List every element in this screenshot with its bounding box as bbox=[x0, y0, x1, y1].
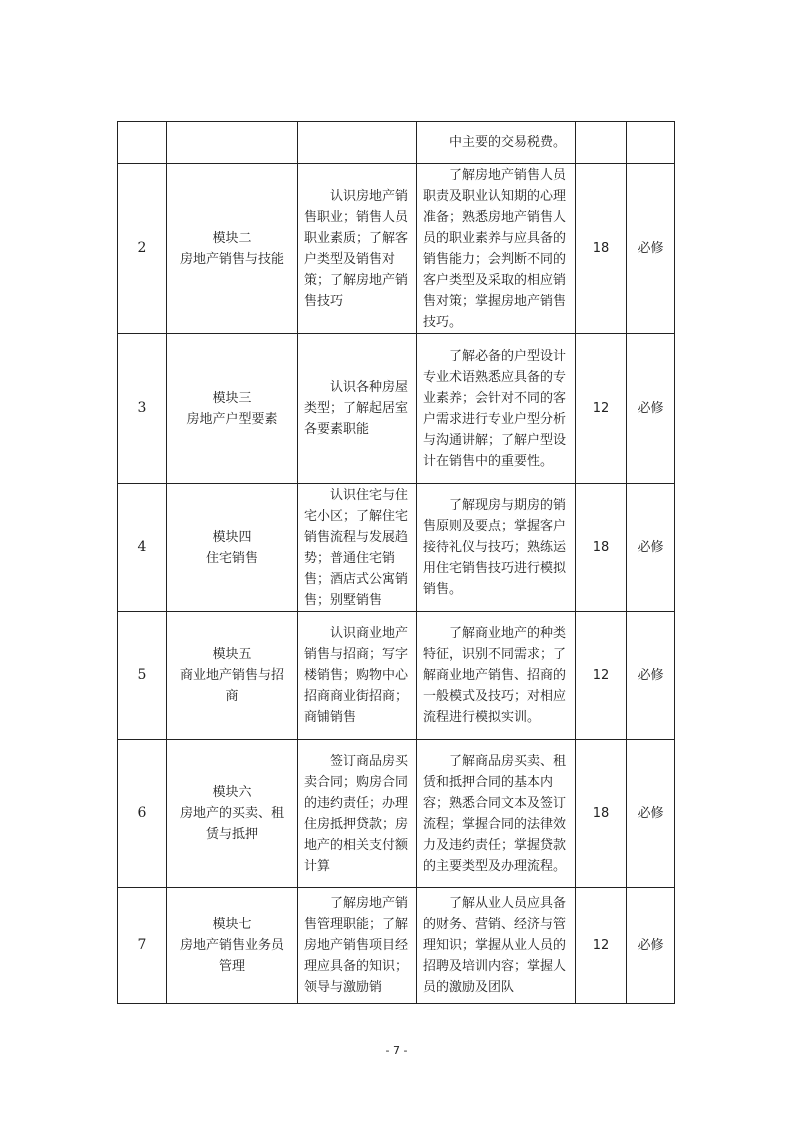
course-type: 必修 bbox=[627, 612, 675, 740]
course-type: 必修 bbox=[627, 484, 675, 612]
module-name bbox=[167, 612, 298, 740]
module-name-line: 模块五 bbox=[212, 647, 252, 662]
class-hours bbox=[576, 122, 627, 164]
module-name bbox=[167, 334, 298, 484]
class-hours: 18 bbox=[576, 484, 627, 612]
main-content bbox=[298, 888, 417, 1004]
table-row bbox=[118, 888, 675, 1004]
module-name-line: 模块七 bbox=[212, 917, 252, 932]
page-number: - 7 - bbox=[385, 1044, 408, 1057]
main-content-text: 了解房地产销售管理职能；了解房地产销售项目经理应具备的知识；领导与激励销 bbox=[304, 896, 409, 995]
teaching-goal bbox=[417, 164, 576, 334]
main-content-text: 认识住宅与住宅小区；了解住宅销售流程与发展趋势；普通住宅销售；酒店式公寓销售；别墅销售 bbox=[304, 487, 409, 608]
row-number: 4 bbox=[118, 484, 167, 612]
module-name-line: 模块六 bbox=[212, 785, 252, 800]
main-content bbox=[298, 612, 417, 740]
main-content bbox=[298, 334, 417, 484]
module-name bbox=[167, 740, 298, 888]
teaching-goal-text: 中主要的交易税费。 bbox=[449, 135, 567, 150]
teaching-goal-text: 了解现房与期房的销售原则及要点；掌握客户接待礼仪与技巧；熟练运用住宅销售技巧进行模拟销售。 bbox=[423, 498, 567, 597]
teaching-goal bbox=[417, 334, 576, 484]
teaching-goal-text: 了解从业人员应具备的财务、营销、经济与管理知识；掌握从业人员的招聘及培训内容；掌握人员的激励及团队 bbox=[423, 896, 567, 995]
teaching-goal bbox=[417, 740, 576, 888]
teaching-goal bbox=[417, 612, 576, 740]
teaching-goal-text: 了解商业地产的种类特征，识别不同需求；了解商业地产销售、招商的一般模式及技巧；对相应流程进行模拟实训。 bbox=[423, 626, 567, 725]
teaching-goal-text: 了解房地产销售人员职责及职业认知期的心理准备；熟悉房地产销售人员的职业素养与应具备的销售能力；会判断不同的客户类型及采取的相应销售对策；掌握房地产销售技巧。 bbox=[423, 167, 567, 330]
teaching-goal bbox=[417, 888, 576, 1004]
module-name-line: 模块二 bbox=[212, 230, 252, 246]
module-name-line: 房地产的买卖、租 bbox=[179, 806, 284, 821]
module-name bbox=[167, 164, 298, 334]
class-hours: 18 bbox=[576, 164, 627, 334]
teaching-goal bbox=[417, 122, 576, 164]
module-name-line: 住宅销售 bbox=[205, 550, 258, 566]
module-name-line: 商业地产销售与招 bbox=[179, 668, 284, 683]
teaching-goal bbox=[417, 484, 576, 612]
module-name-line: 赁与抵押 bbox=[205, 827, 258, 842]
course-type: 必修 bbox=[627, 164, 675, 334]
class-hours: 12 bbox=[576, 888, 627, 1004]
class-hours: 12 bbox=[576, 334, 627, 484]
row-number: 2 bbox=[118, 164, 167, 334]
row-number: 6 bbox=[118, 740, 167, 888]
course-type bbox=[627, 122, 675, 164]
main-content bbox=[298, 740, 417, 888]
table-row bbox=[118, 740, 675, 888]
module-name-line: 模块四 bbox=[212, 529, 252, 545]
main-content-text: 认识各种房屋类型；了解起居室各要素职能 bbox=[304, 380, 409, 437]
module-name-line: 房地产销售与技能 bbox=[179, 251, 284, 267]
table-row bbox=[118, 164, 675, 334]
class-hours: 18 bbox=[576, 740, 627, 888]
module-name-line: 模块三 bbox=[212, 390, 252, 406]
module-name-line: 房地产销售业务员 bbox=[179, 938, 284, 953]
main-content bbox=[298, 484, 417, 612]
module-name bbox=[167, 888, 298, 1004]
teaching-goal-text: 了解必备的户型设计专业术语熟悉应具备的专业素养；会针对不同的客户需求进行专业户型分析与沟通讲解；了解户型设计在销售中的重要性。 bbox=[423, 348, 567, 469]
row-number bbox=[118, 122, 167, 164]
course-type: 必修 bbox=[627, 888, 675, 1004]
teaching-goal-text: 了解商品房买卖、租赁和抵押合同的基本内容；熟悉合同文本及签订流程；掌握合同的法律效力及违约责任；掌握贷款的主要类型及办理流程。 bbox=[423, 753, 567, 874]
main-content bbox=[298, 164, 417, 334]
curriculum-table bbox=[117, 121, 675, 1004]
main-content-text: 认识商业地产销售与招商；写字楼销售；购物中心招商商业街招商；商铺销售 bbox=[304, 626, 409, 725]
main-content bbox=[298, 122, 417, 164]
main-content-text: 认识房地产销售职业；销售人员职业素质；了解客户类型及销售对策；了解房地产销售技巧 bbox=[304, 188, 409, 309]
row-number: 3 bbox=[118, 334, 167, 484]
module-name-line: 房地产户型要素 bbox=[186, 411, 278, 427]
row-number: 5 bbox=[118, 612, 167, 740]
course-type: 必修 bbox=[627, 740, 675, 888]
class-hours: 12 bbox=[576, 612, 627, 740]
module-name bbox=[167, 122, 298, 164]
module-name-line: 管理 bbox=[218, 959, 245, 974]
module-name bbox=[167, 484, 298, 612]
row-number: 7 bbox=[118, 888, 167, 1004]
main-content-text: 签订商品房买卖合同；购房合同的违约责任；办理住房抵押贷款；房地产的相关支付额计算 bbox=[304, 753, 409, 874]
table-row bbox=[118, 484, 675, 612]
table-row bbox=[118, 334, 675, 484]
module-name-line: 商 bbox=[225, 689, 239, 704]
course-type: 必修 bbox=[627, 334, 675, 484]
table-row bbox=[118, 612, 675, 740]
table-row bbox=[118, 122, 675, 164]
